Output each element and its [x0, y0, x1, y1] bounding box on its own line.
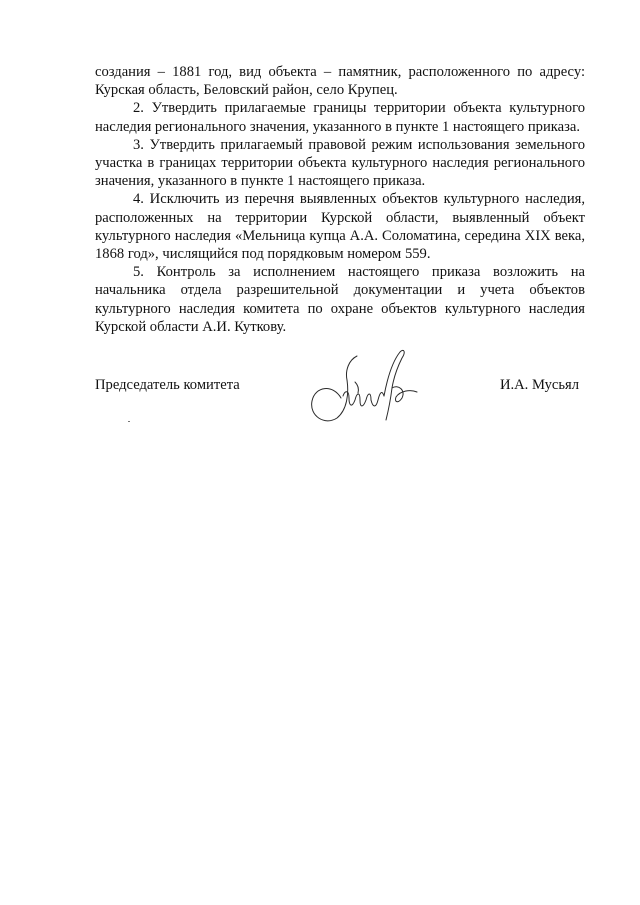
scan-speck: [128, 421, 130, 422]
paragraph-continuation: создания – 1881 год, вид объекта – памятник, расположенного по адресу: Курская область, Беловский район, село Крупец.: [95, 64, 585, 99]
paragraph-item-2: 2. Утвердить прилагаемые границы территории объекта культурного наследия регионального значения, указанного в пункте 1 настоящего приказа.: [95, 100, 585, 135]
signer-position-title: Председатель комитета: [95, 377, 240, 393]
signer-name: И.А. Мусьял: [499, 377, 579, 393]
handwritten-signature: [303, 346, 423, 430]
paragraph-item-4: 4. Исключить из перечня выявленных объектов культурного наследия, расположенных на территории Курской области, выявленный объект культурного наследия «Мельница купца А.А. Соломатина, середина XIX века, 1868 год», числящийся под порядковым номером 559.: [95, 191, 585, 263]
document-body: [95, 63, 585, 336]
paragraph-item-5: 5. Контроль за исполнением настоящего приказа возложить на начальника отдела разрешительной документации и учета объектов культурного наследия комитета по охране объектов культурного наследия Курской области А.И. Куткову.: [95, 264, 585, 335]
paragraph-item-3: 3. Утвердить прилагаемый правовой режим использования земельного участка в границах территории объекта культурного наследия регионального значения, указанного в пункте 1 настоящего приказа.: [95, 136, 585, 190]
